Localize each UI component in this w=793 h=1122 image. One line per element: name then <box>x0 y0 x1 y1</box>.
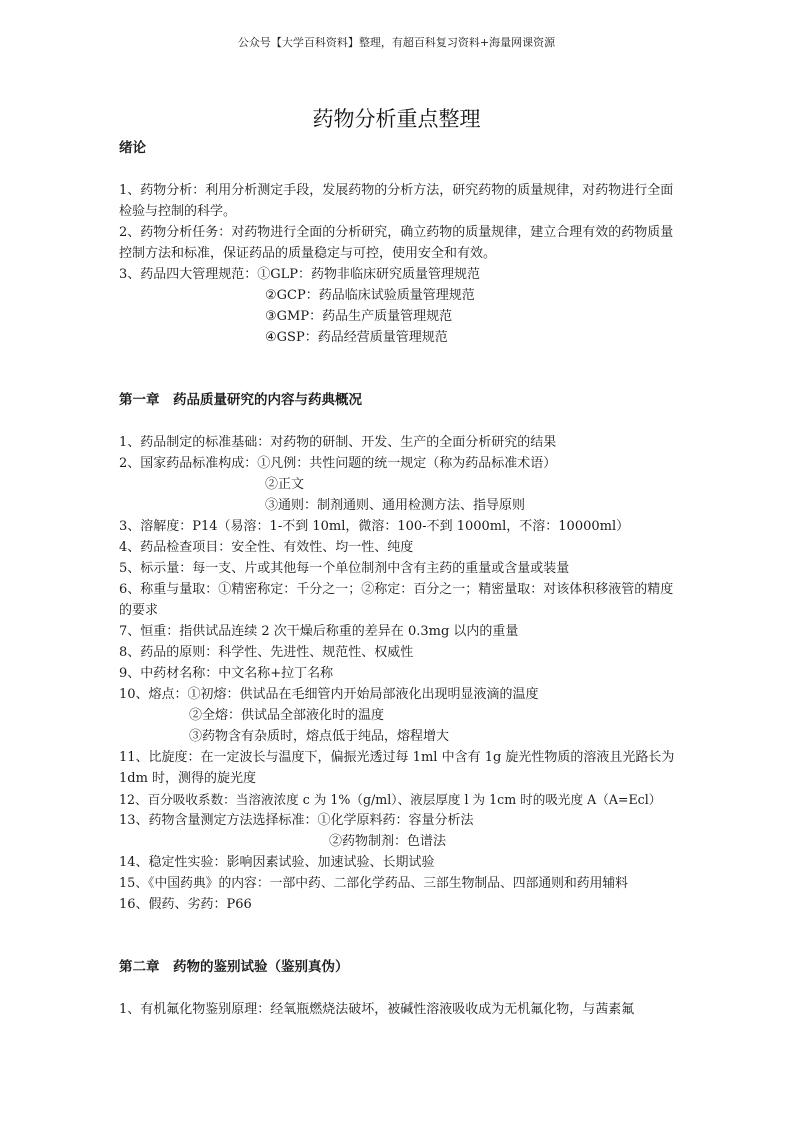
ch1-item-15: 15、《中国药典》的内容：一部中药、二部化学药品、三部生物制品、四部通则和药用辅料 <box>119 876 628 891</box>
spacer <box>119 411 679 432</box>
ch1-item-2: 2、国家药品标准构成：①凡例：共性问题的统一规定（称为药品标准术语） <box>119 456 557 471</box>
ch1-item-3: 3、溶解度：P14（易溶：1-不到 10ml，微溶：100-不到 1000ml，不溶：10000ml） <box>119 519 630 534</box>
ch1-item-5: 5、标示量：每一支、片或其他每一个单位制剂中含有主药的重量或含量或装量 <box>119 561 570 576</box>
ch1-item-10b: ③药物含有杂质时，熔点低于纯品，熔程增大 <box>189 729 450 744</box>
ch1-item-12: 12、百分吸收系数：当溶液浓度 c 为 1%（g/ml）、液层厚度 l 为 1cm 时的吸光度 A（A=Ecl） <box>119 792 662 807</box>
intro-sub-item-gsp: ④GSP：药品经营质量管理规范 <box>265 330 448 345</box>
section-heading-chapter1: 第一章 药品质量研究的内容与药典概况 <box>119 392 362 408</box>
intro-item-3: 3、药品四大管理规范：①GLP：药物非临床研究质量管理规范 <box>119 267 481 282</box>
ch1-item-6: 6、称重与量取：①精密称定：千分之一；②称定：百分之一；精密量取：对该体积移液管的精度的要求 <box>119 582 674 618</box>
ch1-item-2b: ③通则：制剂通则、通用检测方法、指导原则 <box>265 498 526 513</box>
ch1-item-14: 14、稳定性实验：影响因素试验、加速试验、长期试验 <box>119 855 435 870</box>
spacer <box>119 159 679 180</box>
section-heading-intro: 绪论 <box>119 140 146 156</box>
ch1-item-11: 11、比旋度：在一定波长与温度下，偏振光透过每 1ml 中含有 1g 旋光性物质的溶液且光路长为 1dm 时，测得的旋光度 <box>119 750 675 786</box>
ch1-item-10a: ②全熔：供试品全部液化时的温度 <box>189 708 385 723</box>
intro-sub-item-gcp: ②GCP：药品临床试验质量管理规范 <box>265 288 475 303</box>
ch1-item-13: 13、药物含量测定方法选择标准：①化学原料药：容量分析法 <box>119 813 474 828</box>
page-header: 公众号【大学百科资料】整理，有超百科复习资料+海量网课资源 <box>237 36 556 49</box>
spacer <box>119 978 679 999</box>
ch1-item-16: 16、假药、劣药：P66 <box>119 897 252 912</box>
spacer <box>119 348 679 390</box>
ch1-item-7: 7、恒重：指供试品连续 2 次干燥后称重的差异在 0.3mg 以内的重量 <box>119 624 519 639</box>
ch1-item-13a: ②药物制剂：色谱法 <box>329 834 447 849</box>
intro-sub-item-gmp: ③GMP：药品生产质量管理规范 <box>265 309 453 324</box>
ch1-item-10: 10、熔点：①初熔：供试品在毛细管内开始局部液化出现明显液滴的温度 <box>119 687 539 702</box>
spacer <box>119 915 679 957</box>
ch1-item-9: 9、中药材名称：中文名称+拉丁名称 <box>119 666 334 681</box>
ch2-item-1: 1、有机氟化物鉴别原理：经氧瓶燃烧法破坏，被碱性溶液吸收成为无机氟化物，与茜素氟 <box>119 1002 635 1017</box>
document-body <box>119 138 679 1020</box>
ch1-item-8: 8、药品的原则：科学性、先进性、规范性、权威性 <box>119 645 414 660</box>
intro-item-2: 2、药物分析任务：对药物进行全面的分析研究，确立药物的质量规律，建立合理有效的药物质量控制方法和标准，保证药品的质量稳定与可控，使用安全和有效。 <box>119 225 674 261</box>
section-heading-chapter2: 第二章 药物的鉴别试验（鉴别真伪） <box>119 959 349 975</box>
ch1-item-4: 4、药品检查项目：安全性、有效性、均一性、纯度 <box>119 540 414 555</box>
ch1-item-2a: ②正文 <box>265 477 305 492</box>
ch1-item-1: 1、药品制定的标准基础：对药物的研制、开发、生产的全面分析研究的结果 <box>119 435 557 450</box>
intro-item-1: 1、药物分析：利用分析测定手段，发展药物的分析方法，研究药物的质量规律，对药物进行全面检验与控制的科学。 <box>119 183 674 219</box>
document-title: 药物分析重点整理 <box>312 107 481 131</box>
